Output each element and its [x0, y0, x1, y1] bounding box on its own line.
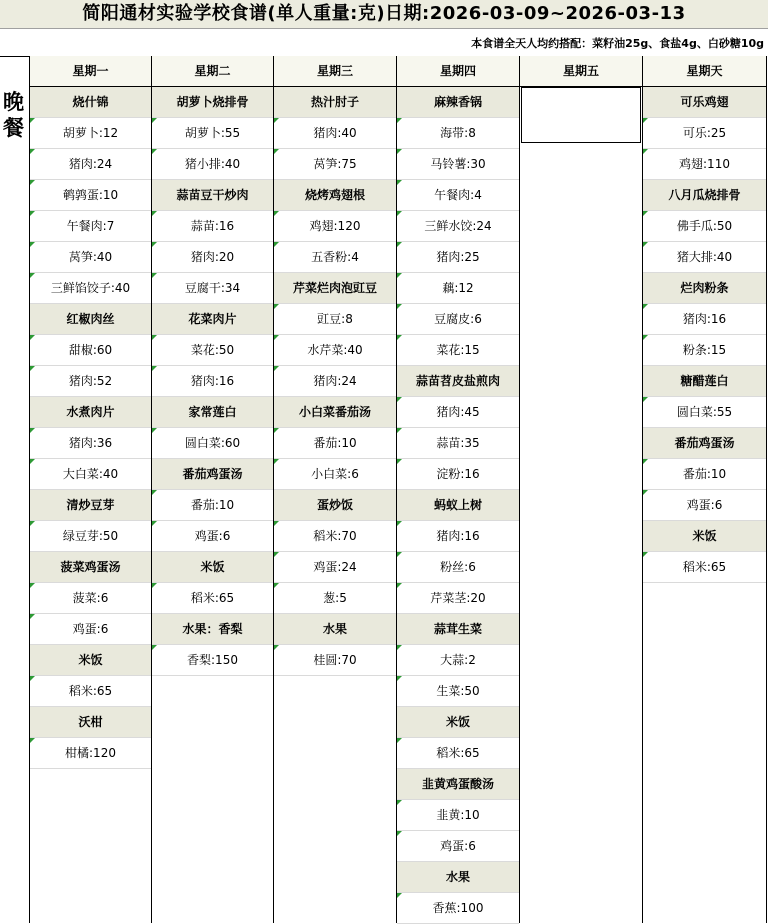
ingredient-item: 淀粉:16	[397, 459, 519, 490]
ingredient-item: 稻米:65	[30, 676, 151, 707]
ingredient-item: 鸡翅:110	[643, 149, 766, 180]
dish-name: 菠菜鸡蛋汤	[30, 552, 151, 583]
dish-name: 芹菜烂肉泡豇豆	[274, 273, 396, 304]
dish-name: 糖醋莲白	[643, 366, 766, 397]
ingredient-item: 番茄:10	[643, 459, 766, 490]
ingredient-item: 小白菜:6	[274, 459, 396, 490]
ingredient-item: 午餐肉:4	[397, 180, 519, 211]
dish-name: 烂肉粉条	[643, 273, 766, 304]
dish-name: 水果	[397, 862, 519, 893]
page-title: 简阳通材实验学校食谱(单人重量:克)日期:2026-03-09~2026-03-13	[0, 0, 768, 29]
dish-name: 水果：香梨	[152, 614, 273, 645]
dish-name: 米饭	[30, 645, 151, 676]
ingredient-item: 稻米:65	[152, 583, 273, 614]
ingredient-item: 豇豆:8	[274, 304, 396, 335]
ingredient-item: 鹌鹑蛋:10	[30, 180, 151, 211]
ingredient-item: 香梨:150	[152, 645, 273, 676]
ingredient-item: 猪肉:24	[30, 149, 151, 180]
day-header: 星期一	[30, 56, 151, 87]
day-header: 星期四	[397, 56, 519, 87]
ingredient-item: 猪肉:52	[30, 366, 151, 397]
ingredient-item: 甜椒:60	[30, 335, 151, 366]
ingredient-item: 大蒜:2	[397, 645, 519, 676]
dish-name: 小白菜番茄汤	[274, 397, 396, 428]
dish-name: 麻辣香锅	[397, 87, 519, 118]
dish-name: 蒜茸生菜	[397, 614, 519, 645]
dish-name: 沃柑	[30, 707, 151, 738]
ingredient-item: 葱:5	[274, 583, 396, 614]
ingredient-item: 海带:8	[397, 118, 519, 149]
ingredient-item: 三鲜水饺:24	[397, 211, 519, 242]
day-column	[152, 56, 274, 923]
ingredient-item: 可乐:25	[643, 118, 766, 149]
dish-name: 烧什锦	[30, 87, 151, 118]
ingredient-item: 桂圆:70	[274, 645, 396, 676]
ingredient-item: 生菜:50	[397, 676, 519, 707]
ingredient-item: 五香粉:4	[274, 242, 396, 273]
ingredient-item: 大白菜:40	[30, 459, 151, 490]
ingredient-item: 鸡蛋:6	[152, 521, 273, 552]
ingredient-item: 鸡蛋:24	[274, 552, 396, 583]
ingredient-item: 猪大排:40	[643, 242, 766, 273]
day-header: 星期二	[152, 56, 273, 87]
ingredient-item: 胡萝卜:55	[152, 118, 273, 149]
day-header: 星期三	[274, 56, 396, 87]
day-header: 星期天	[643, 56, 766, 87]
ingredient-item: 藕:12	[397, 273, 519, 304]
dish-name: 蒜苗豆干炒肉	[152, 180, 273, 211]
empty-cell	[521, 87, 641, 143]
dish-name: 米饭	[643, 521, 766, 552]
ingredient-item: 猪肉:45	[397, 397, 519, 428]
ingredient-item: 午餐肉:7	[30, 211, 151, 242]
dish-name: 米饭	[397, 707, 519, 738]
dish-name: 番茄鸡蛋汤	[643, 428, 766, 459]
dish-name: 花菜肉片	[152, 304, 273, 335]
ingredient-item: 鸡蛋:6	[30, 614, 151, 645]
ingredient-item: 莴笋:75	[274, 149, 396, 180]
dish-name: 水煮肉片	[30, 397, 151, 428]
ingredient-item: 香蕉:100	[397, 893, 519, 924]
ingredient-item: 佛手瓜:50	[643, 211, 766, 242]
ingredient-item: 圆白菜:60	[152, 428, 273, 459]
ingredient-item: 马铃薯:30	[397, 149, 519, 180]
ingredient-item: 猪肉:36	[30, 428, 151, 459]
ingredient-item: 稻米:65	[643, 552, 766, 583]
ingredient-item: 绿豆芽:50	[30, 521, 151, 552]
day-header: 星期五	[520, 56, 642, 87]
ingredient-item: 粉条:15	[643, 335, 766, 366]
ingredient-item: 莴笋:40	[30, 242, 151, 273]
day-column	[520, 56, 643, 923]
ingredient-item: 水芹菜:40	[274, 335, 396, 366]
day-column	[397, 56, 520, 923]
ingredient-item: 猪肉:24	[274, 366, 396, 397]
ingredient-item: 韭黄:10	[397, 800, 519, 831]
ingredient-item: 猪肉:16	[397, 521, 519, 552]
ingredient-item: 鸡蛋:6	[643, 490, 766, 521]
ingredient-item: 胡萝卜:12	[30, 118, 151, 149]
ingredient-item: 粉丝:6	[397, 552, 519, 583]
dish-name: 热汁肘子	[274, 87, 396, 118]
ingredient-item: 圆白菜:55	[643, 397, 766, 428]
dish-name: 韭黄鸡蛋酸汤	[397, 769, 519, 800]
meal-label-cell	[0, 56, 30, 923]
meal-label: 晚餐	[3, 89, 24, 140]
ingredient-item: 稻米:70	[274, 521, 396, 552]
ingredient-item: 猪肉:40	[274, 118, 396, 149]
ingredient-item: 菜花:15	[397, 335, 519, 366]
dish-name: 家常莲白	[152, 397, 273, 428]
ingredient-item: 豆腐干:34	[152, 273, 273, 304]
ingredient-item: 稻米:65	[397, 738, 519, 769]
dish-name: 烧烤鸡翅根	[274, 180, 396, 211]
dish-name: 番茄鸡蛋汤	[152, 459, 273, 490]
day-column	[643, 56, 767, 923]
dish-name: 蚂蚁上树	[397, 490, 519, 521]
ingredient-item: 鸡翅:120	[274, 211, 396, 242]
ingredient-item: 蒜苗:16	[152, 211, 273, 242]
day-column	[30, 56, 152, 923]
ingredient-item: 菠菜:6	[30, 583, 151, 614]
ingredient-item: 猪肉:20	[152, 242, 273, 273]
ingredient-item: 鸡蛋:6	[397, 831, 519, 862]
dish-name: 蒜苗苕皮盐煎肉	[397, 366, 519, 397]
ingredient-item: 番茄:10	[152, 490, 273, 521]
dish-name: 米饭	[152, 552, 273, 583]
dish-name: 可乐鸡翅	[643, 87, 766, 118]
dish-name: 红椒肉丝	[30, 304, 151, 335]
dish-name: 八月瓜烧排骨	[643, 180, 766, 211]
oil-salt-sugar-note: 本食谱全天人均约搭配：菜籽油25g、食盐4g、白砂糖10g	[0, 29, 764, 57]
ingredient-item: 猪肉:16	[643, 304, 766, 335]
day-column	[274, 56, 397, 923]
ingredient-item: 番茄:10	[274, 428, 396, 459]
ingredient-item: 芹菜茎:20	[397, 583, 519, 614]
ingredient-item: 三鲜馅饺子:40	[30, 273, 151, 304]
ingredient-item: 猪肉:16	[152, 366, 273, 397]
dish-name: 水果	[274, 614, 396, 645]
ingredient-item: 柑橘:120	[30, 738, 151, 769]
dish-name: 清炒豆芽	[30, 490, 151, 521]
dish-name: 蛋炒饭	[274, 490, 396, 521]
ingredient-item: 蒜苗:35	[397, 428, 519, 459]
ingredient-item: 菜花:50	[152, 335, 273, 366]
ingredient-item: 豆腐皮:6	[397, 304, 519, 335]
ingredient-item: 猪小排:40	[152, 149, 273, 180]
ingredient-item: 猪肉:25	[397, 242, 519, 273]
dish-name: 胡萝卜烧排骨	[152, 87, 273, 118]
